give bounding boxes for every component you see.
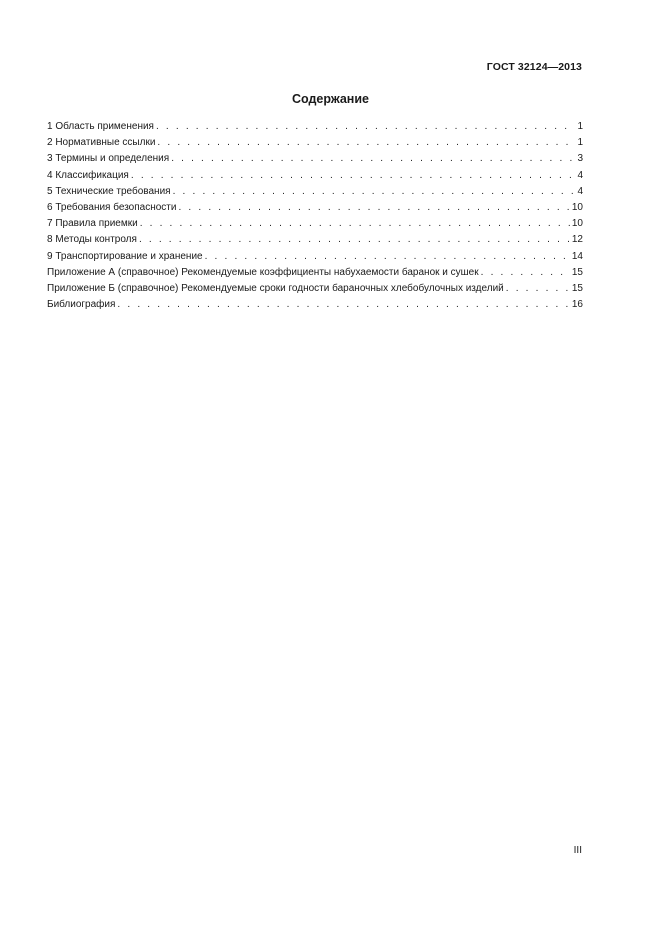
toc-entry-page: 14: [571, 250, 583, 262]
toc-dot-leader: [140, 216, 570, 232]
toc-entry-label: 3 Термины и определения: [47, 153, 170, 165]
toc-entry-appendix-a[interactable]: [47, 265, 583, 281]
toc-entry-page: 16: [571, 299, 583, 311]
toc-entry-page: 15: [571, 266, 583, 278]
toc-entry-terms[interactable]: [47, 151, 583, 167]
toc-title: Содержание: [291, 92, 369, 106]
toc-entry-page: 1: [577, 137, 583, 149]
toc-entry-safety-requirements[interactable]: [47, 200, 583, 216]
toc-entry-label: 6 Требования безопасности: [47, 201, 177, 213]
toc-entry-label: 9 Транспортирование и хранение: [47, 250, 203, 262]
toc-dot-leader: [171, 151, 575, 167]
toc-entry-technical-requirements[interactable]: [47, 184, 583, 200]
toc-entry-label: 2 Нормативные ссылки: [47, 137, 156, 149]
toc-entry-page: 15: [571, 282, 583, 294]
toc-dot-leader: [481, 265, 570, 281]
toc-dot-leader: [139, 232, 570, 248]
document-code: ГОСТ 32124—2013: [486, 61, 582, 73]
toc-dot-leader: [117, 297, 569, 313]
toc-dot-leader: [173, 184, 576, 200]
toc-entry-control-methods[interactable]: [47, 232, 583, 248]
toc-dot-leader: [178, 200, 569, 216]
toc-dot-leader: [205, 249, 570, 265]
toc-entry-bibliography[interactable]: [47, 297, 583, 313]
toc-entry-transport-storage[interactable]: [47, 249, 583, 265]
toc-entry-appendix-b[interactable]: [47, 281, 583, 297]
toc-entry-classification[interactable]: [47, 168, 583, 184]
toc-entry-label: Приложение Б (справочное) Рекомендуемые сроки годности бараночных хлебобулочных изделий: [47, 282, 504, 294]
table-of-contents: [47, 119, 583, 313]
toc-entry-scope[interactable]: [47, 119, 583, 135]
toc-entry-label: 5 Технические требования: [47, 185, 171, 197]
toc-entry-page: 4: [577, 169, 583, 181]
toc-entry-label: 7 Правила приемки: [47, 218, 138, 230]
toc-dot-leader: [156, 119, 575, 135]
toc-dot-leader: [506, 281, 570, 297]
toc-entry-label: Библиография: [47, 299, 116, 311]
toc-entry-page: 12: [571, 234, 583, 246]
toc-entry-page: 10: [571, 201, 583, 213]
toc-entry-label: 4 Классификация: [47, 169, 129, 181]
toc-entry-label: Приложение А (справочное) Рекомендуемые коэффициенты набухаемости баранок и сушек: [47, 266, 479, 278]
toc-entry-page: 10: [571, 218, 583, 230]
toc-entry-label: 8 Методы контроля: [47, 234, 137, 246]
toc-dot-leader: [131, 168, 576, 184]
toc-entry-label: 1 Область применения: [47, 121, 154, 132]
toc-entry-page: 3: [577, 153, 583, 165]
page-number: III: [573, 845, 582, 856]
toc-entry-page: 4: [577, 185, 583, 197]
toc-entry-acceptance-rules[interactable]: [47, 216, 583, 232]
toc-entry-page: 1: [577, 121, 583, 132]
toc-dot-leader: [157, 135, 575, 151]
toc-entry-normative-references[interactable]: [47, 135, 583, 151]
